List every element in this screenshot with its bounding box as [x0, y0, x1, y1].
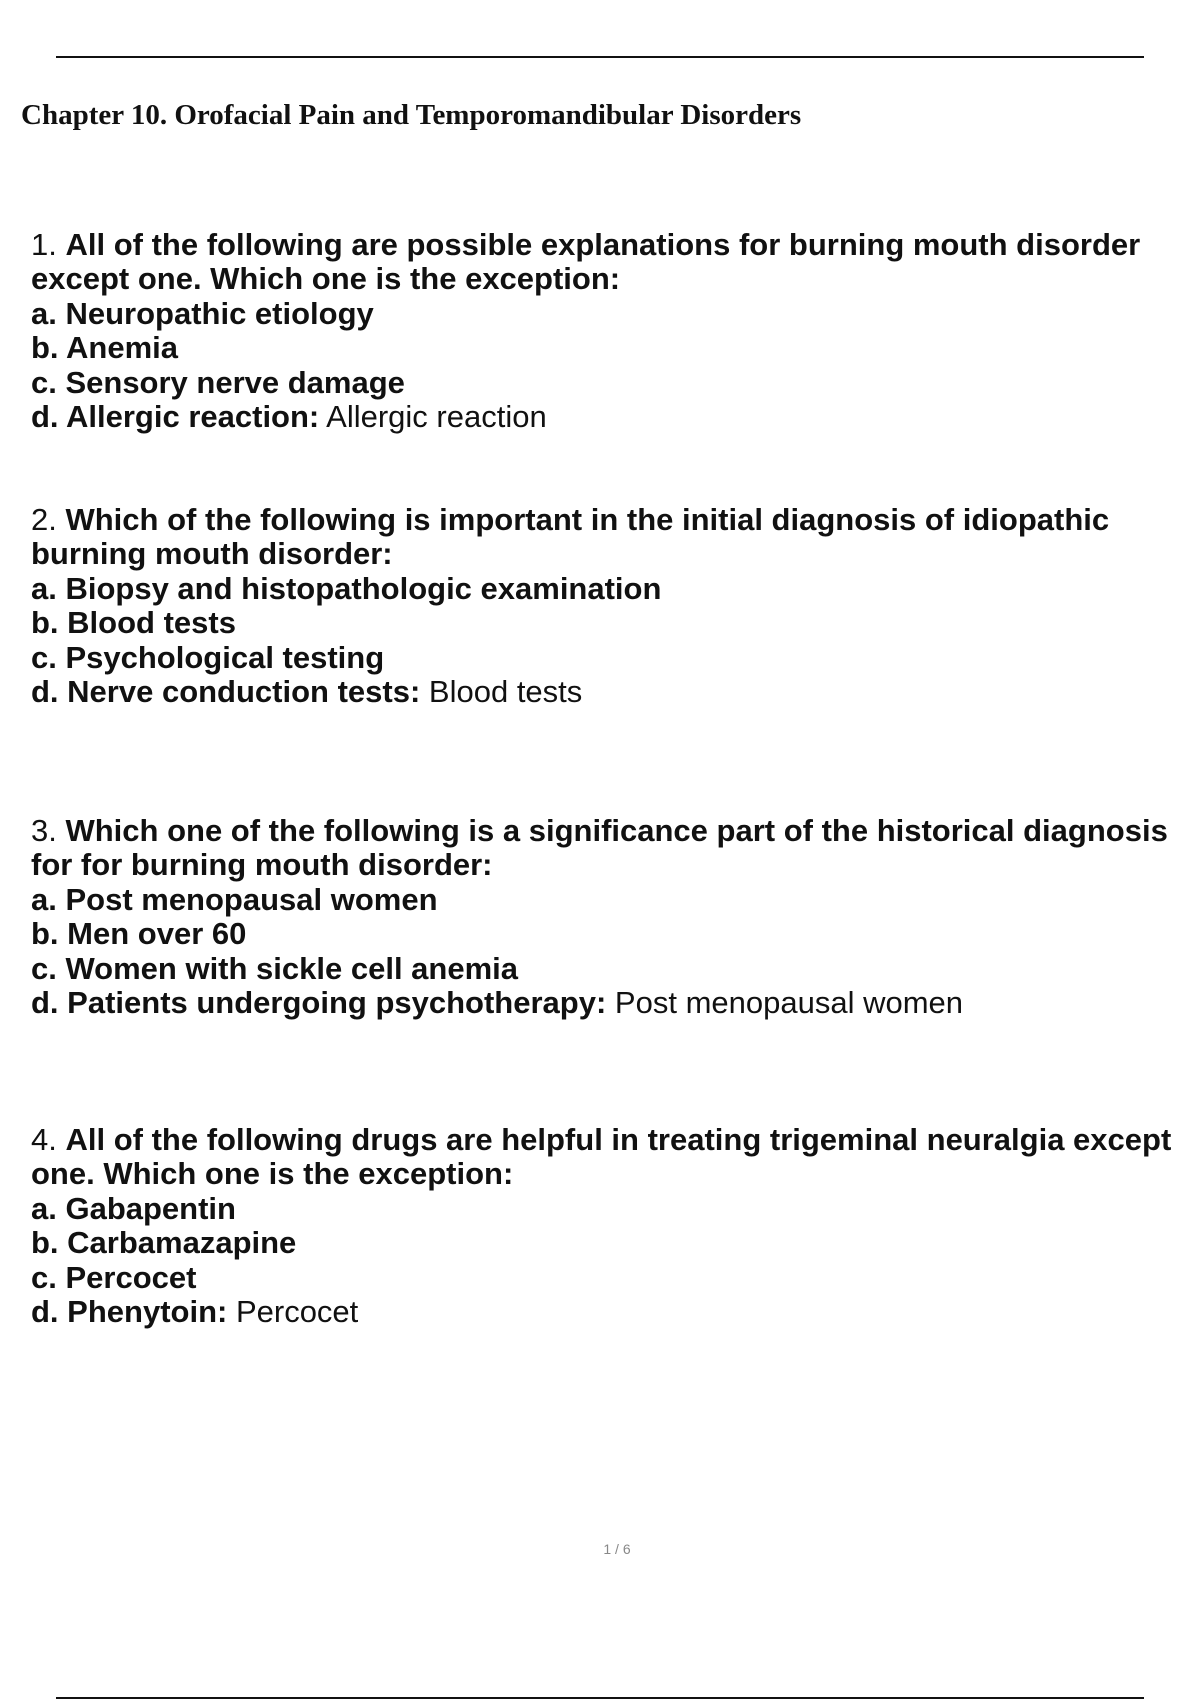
question-stem-line [31, 503, 1200, 537]
question-number: 1. [31, 228, 57, 262]
option-a: a. Post menopausal women [31, 881, 438, 917]
question-stem-line [31, 1123, 1200, 1157]
question-stem: Which of the following is important in the initial diagnosis of idiopathic [65, 503, 1110, 537]
question-stem: Which one of the following is a significance part of the historical diagnosis [65, 814, 1168, 848]
option-c: c. Percocet [31, 1259, 197, 1295]
question-number: 4. [31, 1123, 57, 1157]
answer-text: Post menopausal women [614, 984, 964, 1020]
option-c: c. Psychological testing [31, 639, 385, 675]
question-stem: All of the following are possible explanations for burning mouth disorder [65, 228, 1141, 262]
question-stem-line [31, 228, 1200, 262]
option-a: a. Gabapentin [31, 1190, 236, 1226]
question-stem-continued: for for burning mouth disorder: [31, 847, 493, 883]
answer-text: Allergic reaction [326, 398, 547, 434]
page-number: 1 / 6 [603, 1541, 631, 1557]
answer-text: Blood tests [428, 673, 583, 709]
option-d: d. Allergic reaction: [31, 398, 320, 434]
bottom-divider [56, 1697, 1144, 1699]
question-stem-line [31, 814, 1200, 848]
top-divider [56, 56, 1144, 58]
option-d-line [31, 986, 1200, 1020]
question-number: 2. [31, 503, 57, 537]
option-d-line [31, 1295, 1200, 1329]
option-d: d. Phenytoin: [31, 1293, 228, 1329]
option-d-line [31, 675, 1200, 709]
question-stem: All of the following drugs are helpful in treating trigeminal neuralgia except [65, 1123, 1172, 1157]
option-c: c. Sensory nerve damage [31, 364, 405, 400]
question-stem-continued: burning mouth disorder: [31, 536, 393, 572]
option-b: b. Anemia [31, 330, 178, 366]
option-b: b. Men over 60 [31, 916, 247, 952]
question-4 [31, 1123, 1200, 1329]
option-b: b. Blood tests [31, 605, 236, 641]
question-stem-continued: except one. Which one is the exception: [31, 261, 621, 297]
question-3 [31, 814, 1200, 1020]
option-c: c. Women with sickle cell anemia [31, 950, 519, 986]
question-stem-continued: one. Which one is the exception: [31, 1156, 514, 1192]
option-b: b. Carbamazapine [31, 1225, 297, 1261]
option-a: a. Neuropathic etiology [31, 295, 374, 331]
chapter-title: Chapter 10. Orofacial Pain and Temporomandibular Disorders [21, 99, 802, 131]
option-d: d. Patients undergoing psychotherapy: [31, 984, 607, 1020]
answer-text: Percocet [235, 1293, 359, 1329]
option-a: a. Biopsy and histopathologic examination [31, 570, 662, 606]
question-number: 3. [31, 814, 57, 848]
option-d-line [31, 400, 1200, 434]
option-d: d. Nerve conduction tests: [31, 673, 421, 709]
question-1 [31, 228, 1200, 434]
question-2 [31, 503, 1200, 709]
